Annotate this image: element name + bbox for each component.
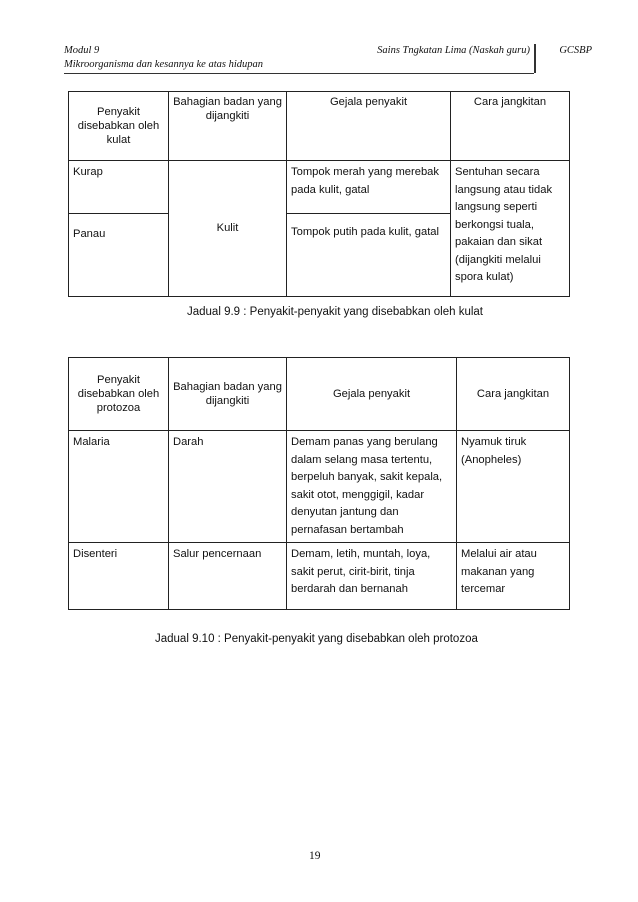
header-cell: Cara jangkitan <box>457 358 570 431</box>
symptom-cell: Demam panas yang berulang dalam selang masa tertentu, berpeluh banyak, sakit kepala, sakit otot, menggigil, kadar denyutan jantung dan pernafasan bertambah <box>287 431 457 543</box>
book-code: GCSBP <box>559 45 592 56</box>
module-label: Modul 9 <box>64 45 100 56</box>
disease-cell: Disenteri <box>69 543 169 610</box>
header-separator <box>534 44 536 73</box>
table-header-row <box>69 358 570 431</box>
symptom-cell: Tompok putih pada kulit, gatal <box>287 214 451 297</box>
table-row <box>69 161 570 214</box>
transmission-cell: Melalui air atau makanan yang tercemar <box>457 543 570 610</box>
disease-cell: Panau <box>69 214 169 297</box>
header-cell: Bahagian badan yang dijangkiti <box>169 92 287 161</box>
table-caption: Jadual 9.9 : Penyakit-penyakit yang disebabkan oleh kulat <box>187 306 484 318</box>
table-header-row <box>69 92 570 161</box>
body-part-cell: Kulit <box>169 161 287 297</box>
header-cell: Gejala penyakit <box>287 358 457 431</box>
body-part-cell: Salur pencernaan <box>169 543 287 610</box>
symptom-cell: Demam, letih, muntah, loya, sakit perut, cirit-birit, tinja berdarah dan bernanah <box>287 543 457 610</box>
symptom-cell: Tompok merah yang merebak pada kulit, gatal <box>287 161 451 214</box>
transmission-cell: Sentuhan secara langsung atau tidak langsung seperti berkongsi tuala, pakaian dan sikat (dijangkiti melalui spora kulat) <box>451 161 570 297</box>
header-cell: Gejala penyakit <box>287 92 451 161</box>
header-cell: Cara jangkitan <box>451 92 570 161</box>
table-caption: Jadual 9.10 : Penyakit-penyakit yang disebabkan oleh protozoa <box>155 633 478 645</box>
header-cell: Penyakit disebabkan oleh kulat <box>69 92 169 161</box>
protozoa-disease-table <box>68 357 570 610</box>
header-rule <box>64 73 534 74</box>
header-cell: Bahagian badan yang dijangkiti <box>169 358 287 431</box>
table-row <box>69 431 570 543</box>
fungal-disease-table <box>68 91 570 297</box>
page-header <box>64 44 592 74</box>
disease-cell: Kurap <box>69 161 169 214</box>
transmission-cell: Nyamuk tiruk (Anopheles) <box>457 431 570 543</box>
disease-cell: Malaria <box>69 431 169 543</box>
page-number: 19 <box>309 850 321 862</box>
book-title: Sains Tngkatan Lima (Naskah guru) <box>377 45 530 56</box>
body-part-cell: Darah <box>169 431 287 543</box>
header-cell: Penyakit disebabkan oleh protozoa <box>69 358 169 431</box>
table-row <box>69 543 570 610</box>
topic-label: Mikroorganisma dan kesannya ke atas hidupan <box>64 59 263 70</box>
